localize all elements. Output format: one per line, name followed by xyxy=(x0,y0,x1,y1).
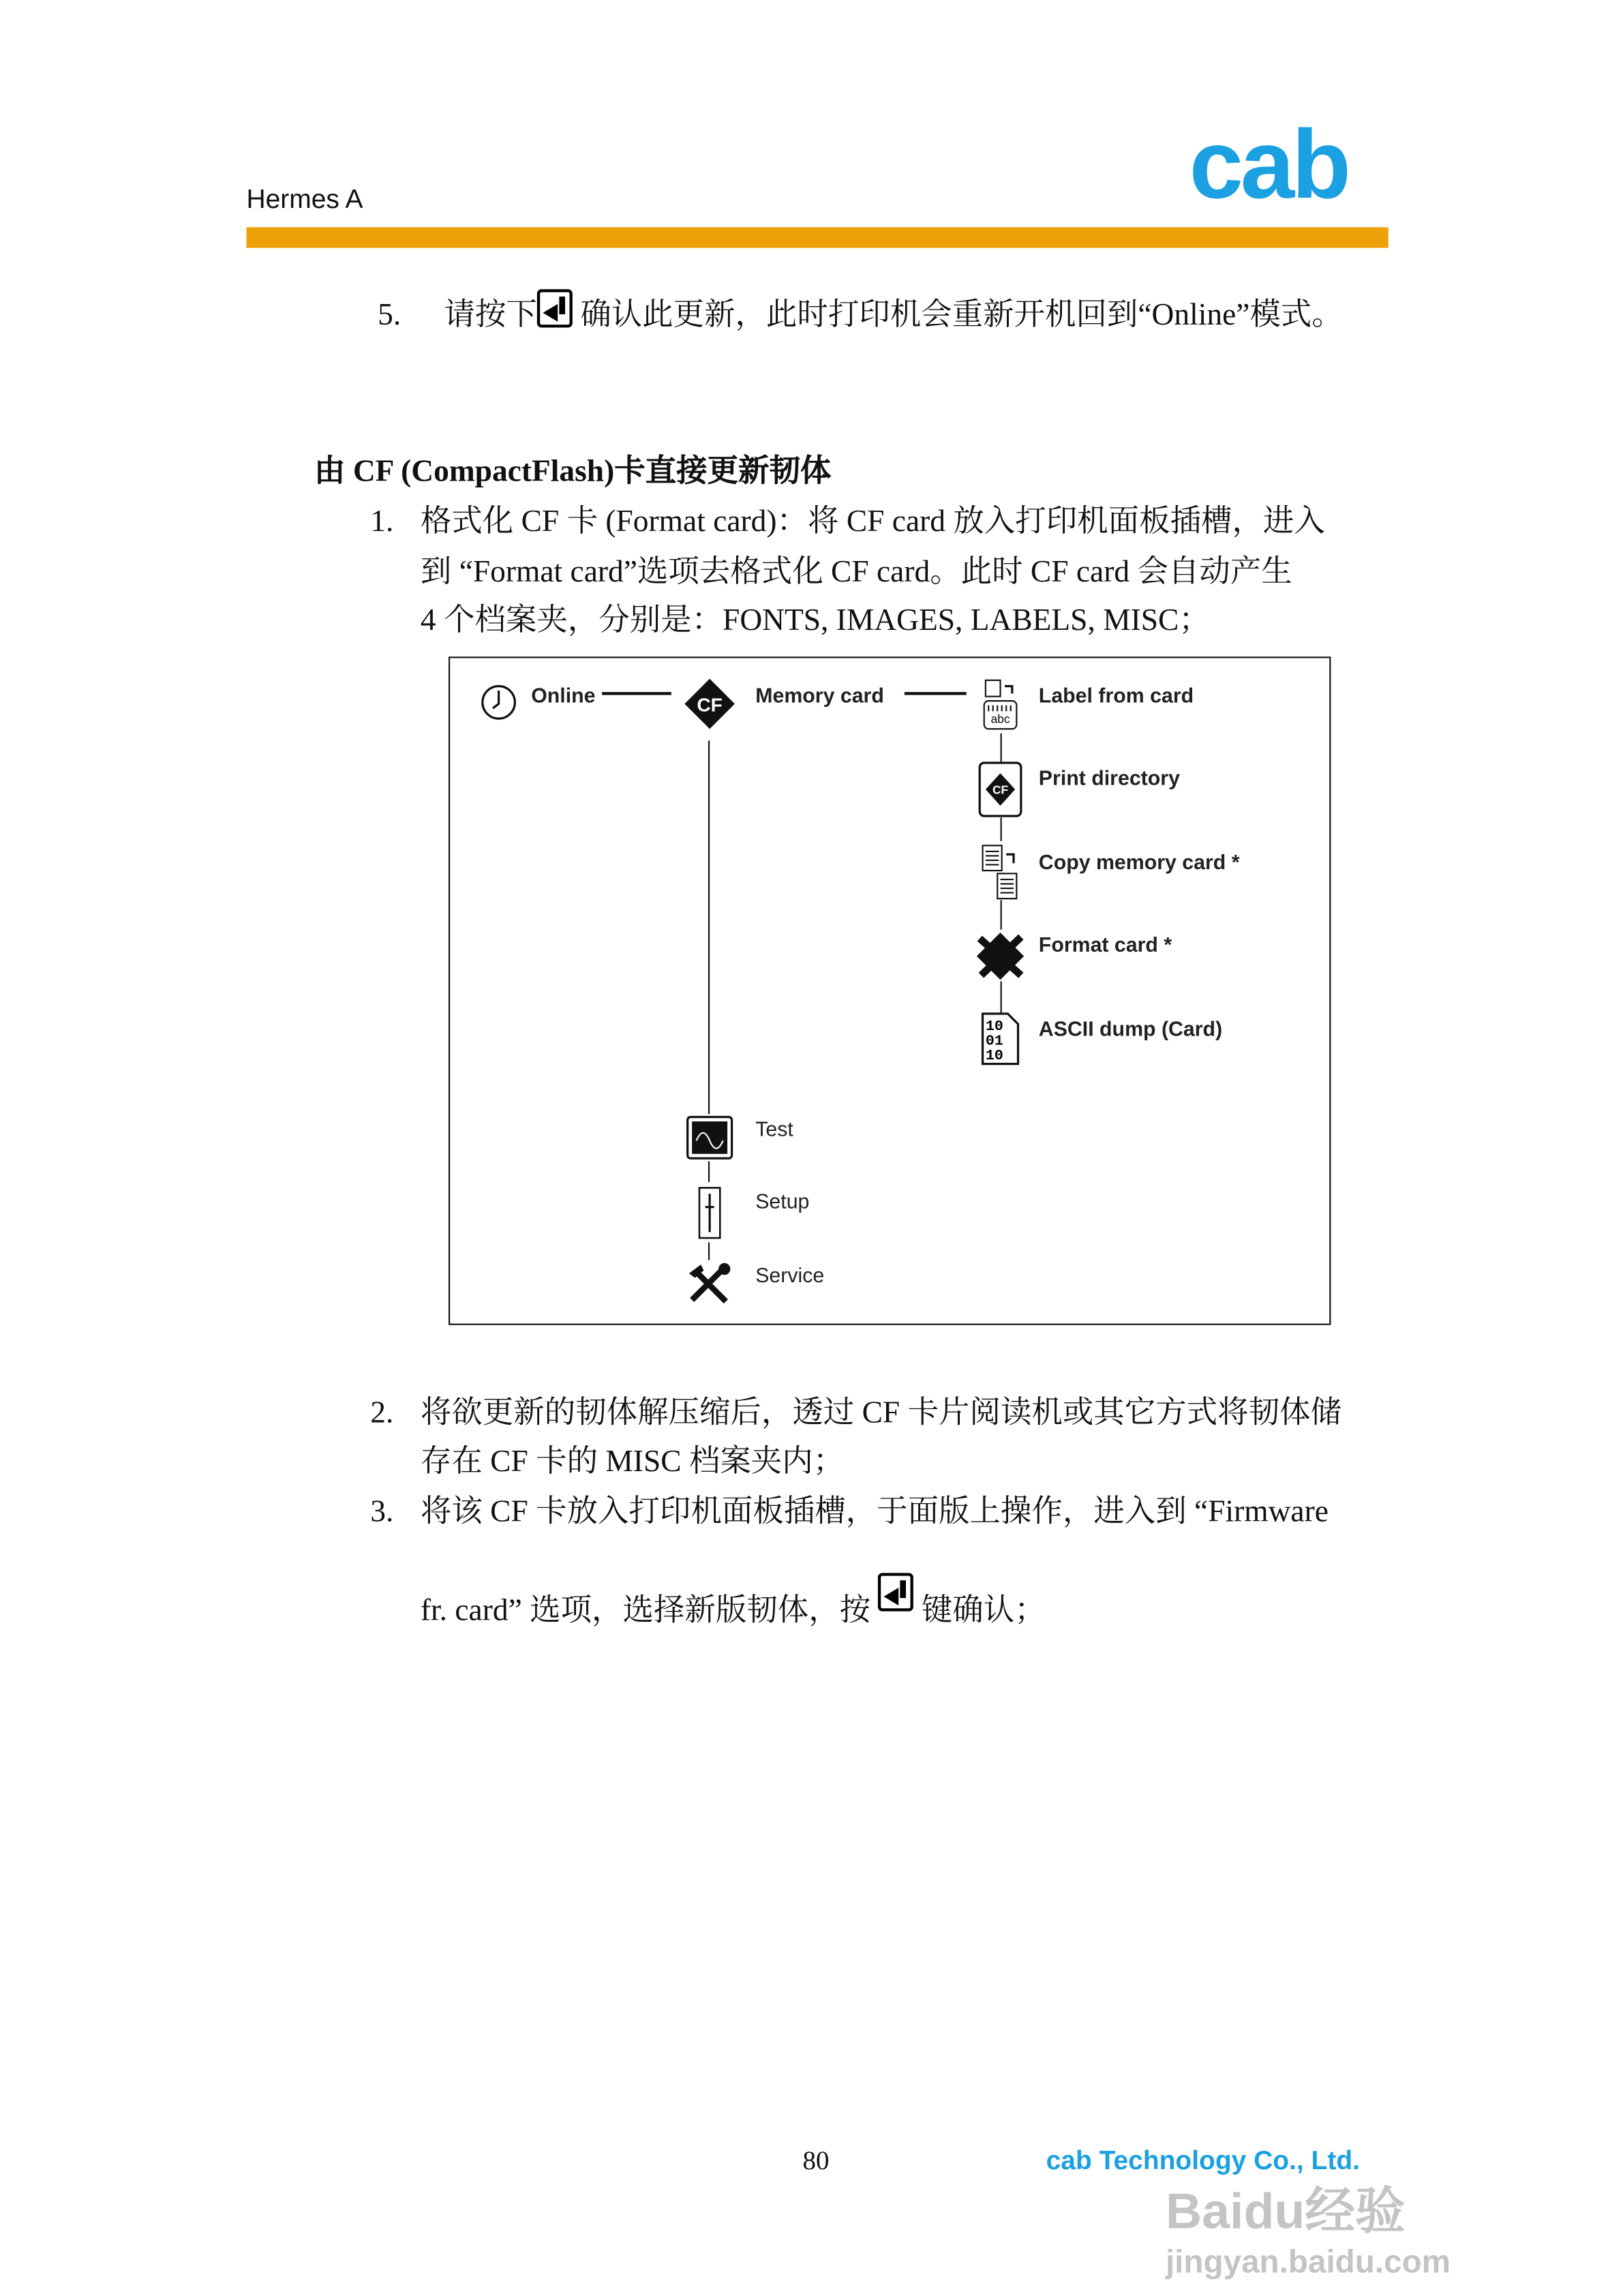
item-3-text: 键确认； xyxy=(913,1592,1046,1628)
svg-text:01: 01 xyxy=(985,1033,1003,1050)
enter-key-icon xyxy=(879,1573,914,1611)
item-1-line: 4 个档案夹，分别是：FONTS, IMAGES, LABELS, MISC； xyxy=(420,602,1210,638)
item-number: 1. xyxy=(370,503,394,539)
print-directory-icon xyxy=(978,761,1022,817)
setup-slider-icon xyxy=(698,1186,722,1239)
step-text: 请按下 xyxy=(444,297,537,333)
page-number: 80 xyxy=(802,2145,830,2175)
cf-card-icon xyxy=(683,678,736,731)
watermark-url: jingyan.baidu.com xyxy=(1165,2243,1451,2280)
step-5 xyxy=(378,289,1343,331)
header-title: Hermes A xyxy=(246,184,363,214)
menu-setup: Setup xyxy=(755,1189,810,1213)
enter-key-icon xyxy=(537,289,573,327)
menu-online: Online xyxy=(531,683,596,707)
svg-text:abc: abc xyxy=(990,712,1010,726)
menu-diagram xyxy=(449,656,1331,1325)
menu-ascii-dump: ASCII dump (Card) xyxy=(1038,1016,1223,1040)
item-3-text: fr. card” 选项，选择新版韧体，按 xyxy=(420,1592,879,1628)
connector xyxy=(708,1243,710,1260)
test-icon xyxy=(686,1115,733,1160)
menu-test: Test xyxy=(755,1117,793,1141)
format-card-icon xyxy=(975,931,1026,982)
connector xyxy=(1001,981,1003,1014)
connector xyxy=(602,692,671,694)
item-3-line xyxy=(421,1573,1046,1626)
watermark-brand: Baidu经验 xyxy=(1165,2184,1406,2240)
menu-label-from-card: Label from card xyxy=(1038,683,1194,707)
section-heading: 由 CF (CompactFlash)卡直接更新韧体 xyxy=(314,453,832,489)
clock-icon xyxy=(479,683,517,721)
connector xyxy=(708,741,710,1115)
connector xyxy=(708,1161,710,1181)
item-1-line: 格式化 CF 卡 (Format card)：将 CF card 放入打印机面板插槽，进入 xyxy=(420,503,1325,539)
header-divider xyxy=(246,227,1388,247)
connector xyxy=(1001,734,1003,763)
menu-memory-card: Memory card xyxy=(755,683,884,707)
menu-print-directory: Print directory xyxy=(1038,766,1180,790)
connector xyxy=(1001,900,1003,929)
connector xyxy=(905,692,967,694)
svg-text:10: 10 xyxy=(985,1018,1003,1035)
svg-text:CF: CF xyxy=(697,694,723,716)
item-3-line: 将该 CF 卡放入打印机面板插槽，于面版上操作，进入到 “Firmware xyxy=(420,1493,1329,1529)
footer-company: cab Technology Co., Ltd. xyxy=(1046,2145,1360,2175)
svg-text:CF: CF xyxy=(992,783,1009,797)
menu-service: Service xyxy=(755,1263,825,1287)
label-from-card-icon xyxy=(981,679,1019,732)
menu-format-card: Format card * xyxy=(1038,932,1172,956)
svg-text:10: 10 xyxy=(985,1048,1003,1065)
item-number: 2. xyxy=(370,1394,394,1430)
step-text: 确认此更新，此时打印机会重新开机回到“Online”模式。 xyxy=(572,297,1343,333)
item-2-line: 存在 CF 卡的 MISC 档案夹内； xyxy=(420,1442,845,1479)
step-number: 5. xyxy=(378,297,401,333)
connector xyxy=(1001,817,1003,841)
menu-copy-memory-card: Copy memory card * xyxy=(1038,849,1240,874)
cab-logo: cab xyxy=(1189,109,1348,219)
copy-memory-card-icon xyxy=(980,843,1021,902)
ascii-dump-icon xyxy=(981,1012,1019,1066)
item-1-line: 到 “Format card”选项去格式化 CF card。此时 CF card 会自动产生 xyxy=(420,553,1292,589)
item-2-line: 将欲更新的韧体解压缩后，透过 CF 卡片阅读机或其它方式将韧体储 xyxy=(420,1394,1341,1430)
item-number: 3. xyxy=(370,1493,394,1529)
service-tools-icon xyxy=(686,1262,733,1306)
